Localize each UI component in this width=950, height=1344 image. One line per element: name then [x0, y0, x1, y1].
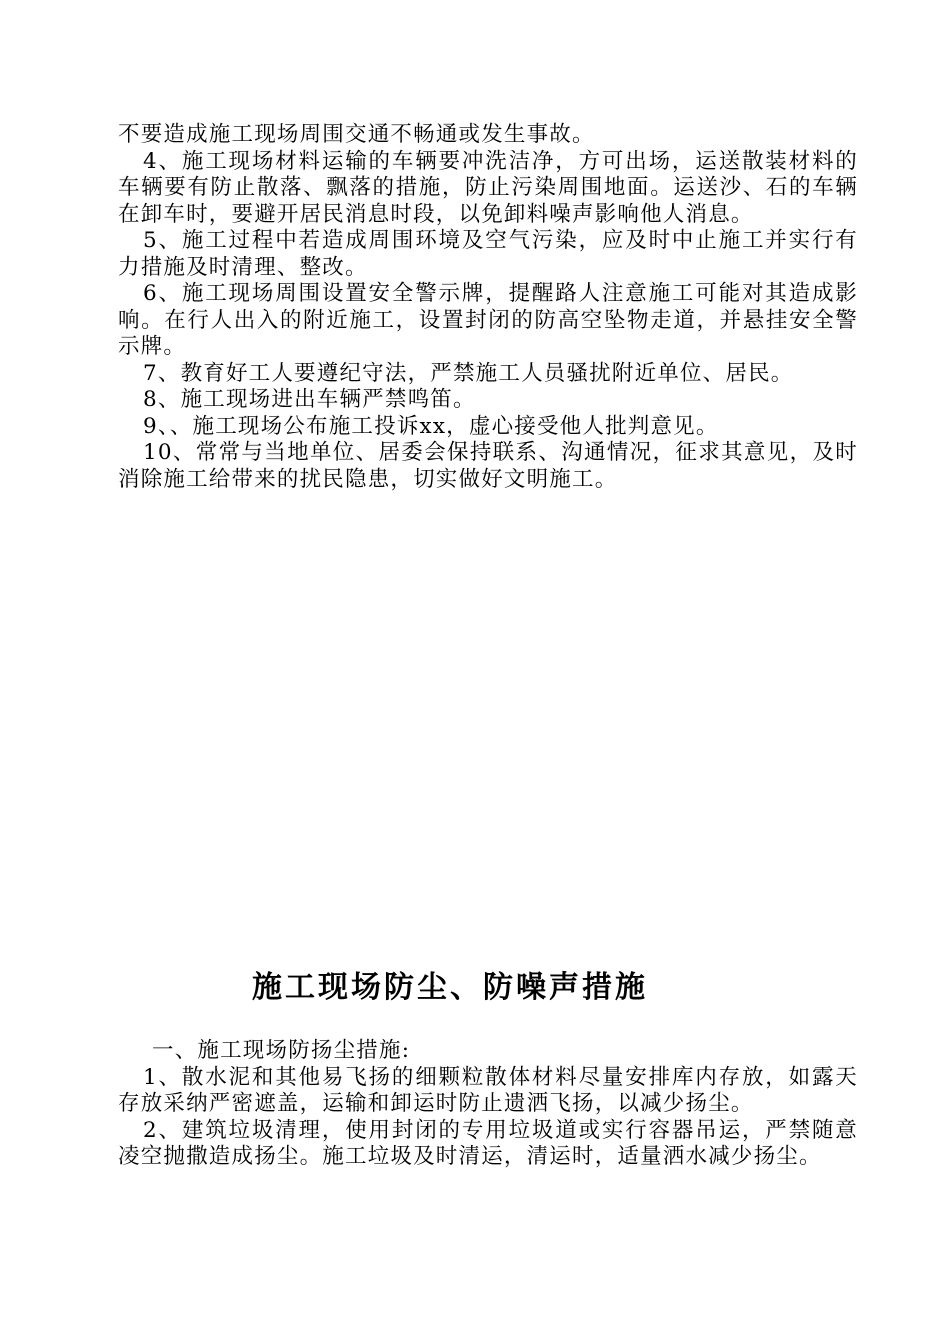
- paragraph-dust-2: 2、建筑垃圾清理，使用封闭的专用垃圾道或实行容器吊运，严禁随意凌空抛撒造成扬尘。施工垃圾及时清运，清运时，适量洒水减少扬尘。: [118, 1117, 858, 1169]
- body-section-continuation: [118, 122, 858, 493]
- paragraph-item-8: 8、施工现场进出车辆严禁鸣笛。: [143, 387, 476, 412]
- paragraph-item-4: 4、施工现场材料运输的车辆要冲洗洁净，方可出场，运送散装材料的车辆要有防止散落、飘落的措施，防止污染周围地面。运送沙、石的车辆在卸车时，要避开居民消息时段，以免卸料噪声影响他人消息。: [118, 148, 858, 227]
- section-title: 施工现场防尘、防噪声措施: [252, 970, 648, 1005]
- paragraph-continuation: 不要造成施工现场周围交通不畅通或发生事故。: [118, 122, 595, 147]
- dust-measures-section: [118, 1038, 858, 1171]
- paragraph-dust-1: 1、散水泥和其他易飞扬的细颗粒散体材料尽量安排库内存放，如露天存放采纳严密遮盖，运输和卸运时防止遗洒飞扬，以减少扬尘。: [118, 1064, 858, 1116]
- paragraph-item-9: 9、、施工现场公布施工投诉xx，虚心接受他人批判意见。: [143, 413, 719, 439]
- paragraph-item-7: 7、教育好工人要遵纪守法，严禁施工人员骚扰附近单位、居民。: [143, 360, 794, 386]
- paragraph-item-6: 6、施工现场周围设置安全警示牌，提醒路人注意施工可能对其造成影响。在行人出入的附近施工，设置封闭的防高空坠物走道，并悬挂安全警示牌。: [118, 281, 858, 359]
- paragraph-item-10: 10、常常与当地单位、居委会保持联系、沟通情况，征求其意见，及时消除施工给带来的扰民隐患，切实做好文明施工。: [118, 440, 858, 492]
- subheading-dust-measures: 一、施工现场防扬尘措施:: [152, 1038, 411, 1063]
- paragraph-item-5: 5、施工过程中若造成周围环境及空气污染，应及时中止施工并实行有力措施及时清理、整改。: [118, 228, 858, 280]
